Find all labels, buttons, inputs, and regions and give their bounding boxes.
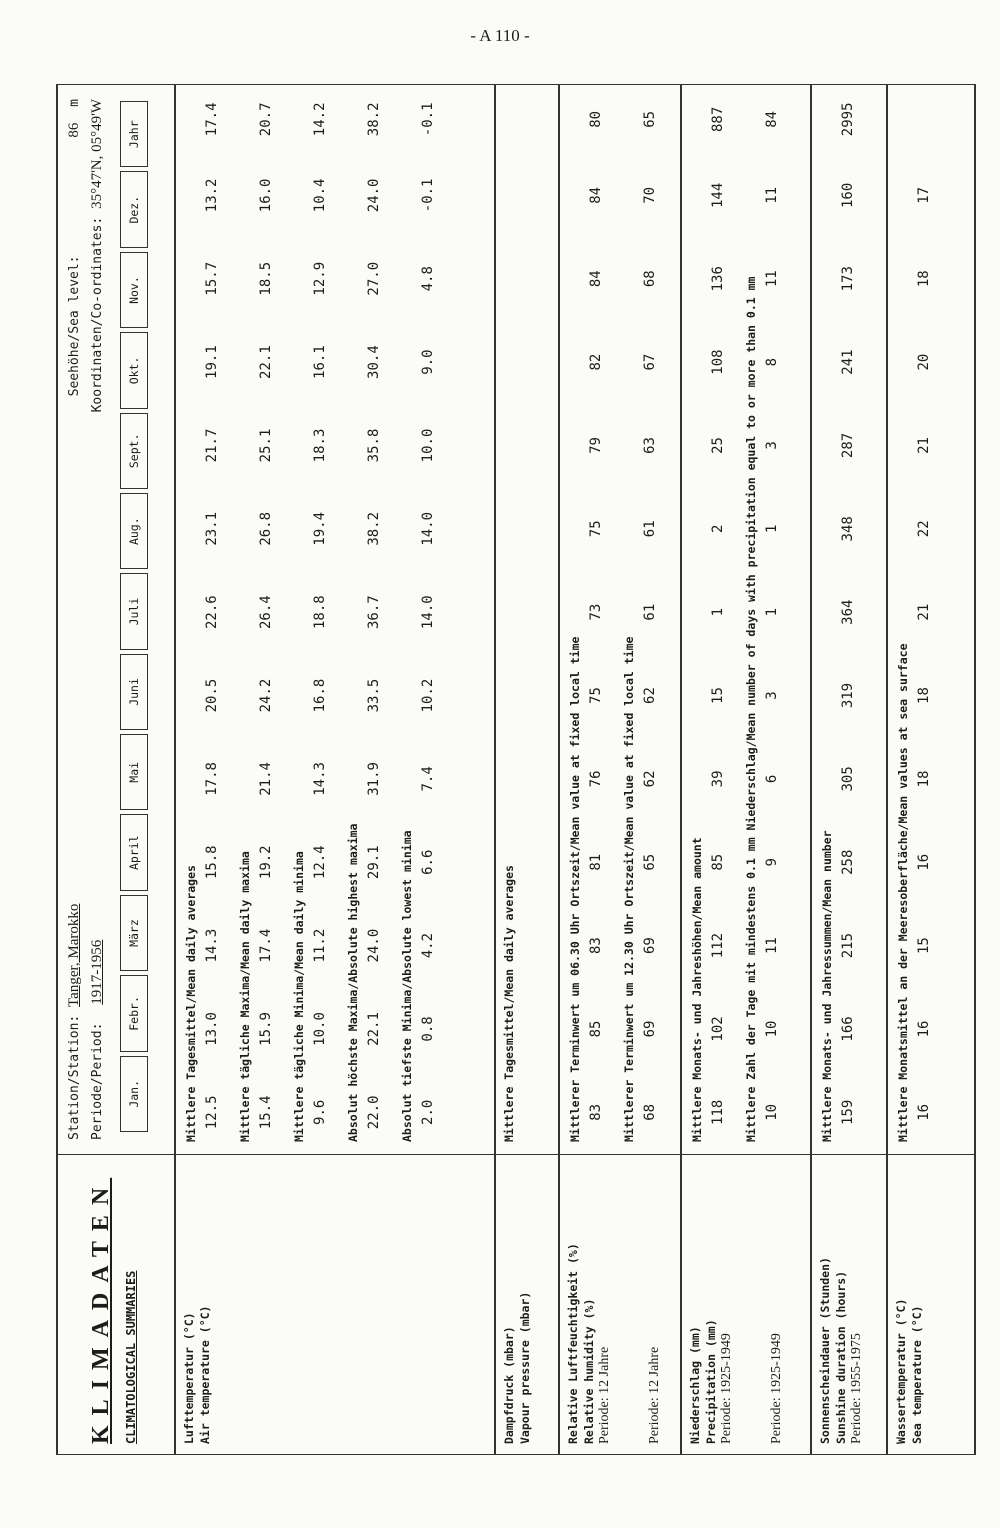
cell: 8: [764, 357, 780, 367]
row-caption: Mittlere Monats- und Jahressummen/Mean number: [820, 830, 834, 1142]
cell: 16.1: [312, 345, 328, 379]
cell: 10: [764, 1103, 780, 1121]
cell: 84: [764, 110, 780, 128]
cell: 11.2: [312, 928, 328, 963]
label-line: Dampfdruck (mbar): [502, 1326, 516, 1444]
cell: 166: [840, 1016, 856, 1042]
cell: 348: [840, 516, 856, 542]
page-title: KLIMADATEN: [88, 1177, 114, 1444]
cell: 27.0: [366, 261, 382, 296]
cell: 9.0: [420, 349, 436, 375]
cell: 35.8: [366, 428, 382, 463]
cell: 15: [916, 937, 932, 955]
cell: 73: [588, 603, 604, 621]
section-label-precipitation: [681, 1155, 811, 1455]
cell: 84: [588, 186, 604, 204]
col-header: März: [120, 895, 148, 971]
row-caption: Mittlere Zahl der Tage mit mindestens 0.1 mm Niederschlag/Mean number of days with precipitation equal to or more than 0.1 mm: [744, 276, 758, 1142]
label-line: Wassertemperatur (°C): [894, 1298, 908, 1444]
col-header: Jahr: [120, 101, 148, 168]
cell: 22: [916, 520, 932, 538]
label-line: Relative humidity (%): [582, 1298, 596, 1444]
cell: 3: [764, 691, 780, 700]
cell: 14.0: [420, 511, 436, 546]
section-values-sea-temperature: [887, 85, 975, 1155]
cell: 18.3: [312, 428, 328, 463]
col-header: Aug.: [120, 493, 148, 569]
cell: 62: [642, 687, 658, 704]
cell: 22.1: [366, 1012, 382, 1046]
cell: 305: [840, 766, 856, 792]
cell: 11: [764, 270, 780, 288]
row-caption: Mittlere Monats- und Jahreshöhen/Mean amount: [690, 837, 704, 1142]
col-header: Okt.: [120, 332, 148, 408]
cell: 241: [840, 349, 856, 375]
cell: 15.8: [204, 845, 220, 880]
cell: 10.0: [420, 428, 436, 463]
col-header: Mai: [120, 734, 148, 810]
cell: 10.2: [420, 678, 436, 713]
value-row: [910, 85, 938, 1154]
cell: 69: [642, 937, 658, 955]
data-row: [736, 85, 790, 1154]
cell: 21: [916, 603, 932, 621]
cell: 20: [916, 353, 932, 371]
cell: 2995: [840, 102, 856, 137]
climate-table: [56, 84, 976, 1455]
cell: 61: [642, 603, 658, 621]
cell: -0.1: [420, 102, 436, 137]
cell: 25.1: [258, 428, 274, 463]
data-row: [392, 85, 446, 1154]
col-header: Febr.: [120, 975, 148, 1051]
cell: 19.4: [312, 511, 328, 546]
cell: 160: [840, 182, 856, 209]
coords-value: 35°47'N, 05°49'W: [89, 99, 105, 209]
data-row: [888, 85, 942, 1154]
label-line: Relative Luftfeuchtigkeit (%): [566, 1243, 580, 1444]
period-line: [89, 99, 106, 1140]
cell: 144: [710, 182, 726, 209]
value-row: [252, 85, 280, 1154]
value-row: [306, 85, 334, 1154]
col-header: Sept.: [120, 413, 148, 489]
cell: 22.0: [366, 1095, 382, 1130]
cell: 84: [588, 270, 604, 288]
cell: 14.0: [420, 595, 436, 630]
cell: -0.1: [420, 178, 436, 213]
cell: 6: [764, 774, 780, 784]
value-row: [360, 85, 388, 1154]
cell: 63: [642, 437, 658, 454]
cell: 19.1: [204, 345, 220, 379]
data-row: [284, 85, 338, 1154]
cell: 16: [916, 853, 932, 871]
label-line: Sunshine duration (hours): [834, 1270, 848, 1444]
cell: 136: [710, 266, 726, 292]
cell: 9: [764, 858, 780, 867]
cell: 17: [916, 186, 932, 204]
cell: 21.7: [204, 428, 220, 463]
label-line: Sea temperature (°C): [910, 1305, 924, 1444]
cell: 4.8: [420, 266, 436, 292]
data-row: [230, 85, 284, 1154]
cell: 85: [710, 853, 726, 871]
row-caption: Mittlerer Terminwert um 06.30 Uhr Ortszeit/Mean value at fixed local time: [568, 636, 582, 1142]
label-line: Vapour pressure (mbar): [518, 1291, 532, 1444]
data-row: [176, 85, 230, 1154]
row-caption: Mittlere Tagesmittel/Mean daily averages: [502, 865, 516, 1142]
cell: 18: [916, 270, 932, 288]
period-text: Periode: 12 Jahre: [597, 1346, 612, 1444]
cell: 31.9: [366, 762, 382, 796]
cell: 68: [642, 1103, 658, 1121]
period-text: Periode: 12 Jahre: [647, 1346, 662, 1444]
cell: 11: [764, 937, 780, 955]
cell: 12.5: [204, 1095, 220, 1130]
cell: 18: [916, 770, 932, 788]
value-row: [704, 85, 732, 1154]
cell: 887: [710, 106, 726, 133]
cell: 65: [642, 110, 658, 128]
cell: 75: [588, 687, 604, 704]
label-line: Precipitation (mm): [704, 1319, 718, 1444]
cell: 81: [588, 853, 604, 871]
cell: 258: [840, 849, 856, 875]
cell: 10: [764, 1020, 780, 1038]
cell: 1: [764, 607, 780, 617]
cell: 173: [840, 266, 856, 292]
column-headers: [120, 99, 148, 1140]
cell: 30.4: [366, 345, 382, 379]
cell: 38.2: [366, 511, 382, 546]
cell: 18.5: [258, 261, 274, 296]
row-caption: Mittlerer Terminwert um 12.30 Uhr Ortszeit/Mean value at fixed local time: [622, 636, 636, 1142]
cell: 7.4: [420, 766, 436, 792]
row-caption: Mittlere Tagesmittel/Mean daily averages: [184, 865, 198, 1142]
data-row: [614, 85, 668, 1154]
cell: 17.4: [204, 102, 220, 137]
cell: 18: [916, 687, 932, 704]
value-row: [834, 85, 862, 1154]
period-label: Periode/Period:: [90, 1022, 105, 1140]
cell: 24.0: [366, 178, 382, 213]
cell: 20.5: [204, 678, 220, 713]
value-row: [414, 85, 442, 1154]
cell: 75: [588, 520, 604, 538]
cell: 6.6: [420, 849, 436, 875]
cell: 9.6: [312, 1099, 328, 1125]
label-line: Sonnenscheindauer (Stunden): [818, 1257, 832, 1444]
cell: 10.4: [312, 178, 328, 213]
data-row: [560, 85, 614, 1154]
cell: 15.4: [258, 1095, 274, 1130]
cell: 16.0: [258, 178, 274, 213]
cell: 10.0: [312, 1012, 328, 1046]
cell: 215: [840, 932, 856, 959]
section-label-relative-humidity: [559, 1155, 681, 1455]
station-label: Station/Station:: [67, 1014, 82, 1140]
cell: 102: [710, 1016, 726, 1042]
coords-label: Koordinaten/Co-ordinates:: [90, 216, 105, 413]
period-text: Periode: 1955-1975: [849, 1333, 864, 1444]
row-caption: Mittlere Monatsmittel an der Meeresoberfläche/Mean values at sea surface: [896, 643, 910, 1142]
cell: 82: [588, 353, 604, 371]
cell: 319: [840, 682, 856, 709]
section-values-sunshine: [811, 85, 887, 1155]
cell: 38.2: [366, 102, 382, 137]
section-values-air-temperature: [175, 85, 495, 1155]
section-label-air-temperature: [175, 1155, 495, 1455]
label-line: Niederschlag (mm): [688, 1326, 702, 1444]
elevation-label: Seehöhe/Sea level:: [67, 255, 82, 397]
cell: 4.2: [420, 932, 436, 959]
row-caption: Absolut tiefste Minima/Absolute lowest minima: [400, 830, 414, 1142]
cell: 83: [588, 937, 604, 955]
cell: 0.8: [420, 1016, 436, 1042]
cell: 2: [710, 524, 726, 534]
cell: 70: [642, 186, 658, 204]
cell: 15.7: [204, 261, 220, 296]
cell: 15.9: [258, 1012, 274, 1046]
col-header: Nov.: [120, 252, 148, 328]
cell: 1: [710, 607, 726, 617]
elevation-value: 86: [66, 122, 82, 138]
cell: 20.7: [258, 102, 274, 137]
cell: 23.1: [204, 511, 220, 546]
section-values-relative-humidity: [559, 85, 681, 1155]
cell: 15: [710, 687, 726, 704]
col-header: Jan.: [120, 1056, 148, 1132]
cell: 79: [588, 437, 604, 454]
cell: 62: [642, 770, 658, 788]
cell: 26.8: [258, 511, 274, 546]
climate-table-rotated: [56, 85, 974, 1455]
label-line: Air temperature (°C): [198, 1305, 212, 1444]
row-caption: Mittlere tägliche Minima/Mean daily minima: [292, 851, 306, 1142]
cell: 65: [642, 853, 658, 871]
cell: 22.1: [258, 345, 274, 379]
cell: 12.4: [312, 845, 328, 880]
cell: 61: [642, 520, 658, 538]
row-caption: Mittlere tägliche Maxima/Mean daily maxima: [238, 851, 252, 1142]
cell: 2.0: [420, 1099, 436, 1125]
label-line: Lufttemperatur (°C): [182, 1312, 196, 1444]
cell: 16: [916, 1103, 932, 1121]
cell: 1: [764, 524, 780, 534]
cell: 18.8: [312, 595, 328, 630]
cell: 24.2: [258, 678, 274, 713]
section-label-vapour-pressure: [495, 1155, 559, 1455]
cell: 287: [840, 432, 856, 459]
cell: 76: [588, 770, 604, 788]
cell: 118: [710, 1099, 726, 1125]
cell: 17.4: [258, 928, 274, 963]
value-row: [636, 85, 664, 1154]
elevation-unit: m: [67, 99, 82, 107]
station-line: [66, 99, 83, 1140]
cell: 22.6: [204, 595, 220, 630]
cell: 14.3: [204, 928, 220, 963]
value-row: [198, 85, 226, 1154]
cell: 85: [588, 1020, 604, 1038]
period-text: Periode: 1925-1949: [769, 1333, 784, 1444]
page-number: - A 110 -: [470, 26, 530, 45]
cell: 14.2: [312, 102, 328, 137]
cell: 25: [710, 437, 726, 454]
cell: 12.9: [312, 261, 328, 296]
station-value: Tanger, Marokko: [66, 903, 82, 1007]
cell: 29.1: [366, 845, 382, 880]
cell: 364: [840, 599, 856, 625]
col-header: Juli: [120, 573, 148, 649]
period-text: Periode: 1925-1949: [719, 1333, 734, 1444]
cell: 36.7: [366, 595, 382, 630]
cell: 159: [840, 1099, 856, 1125]
cell: 13.0: [204, 1012, 220, 1046]
value-row: [582, 85, 610, 1154]
cell: 69: [642, 1020, 658, 1038]
period-value: 1917-1956: [89, 939, 105, 1005]
section-values-precipitation: [681, 85, 811, 1155]
cell: 21.4: [258, 762, 274, 796]
col-header: April: [120, 815, 148, 891]
cell: 13.2: [204, 178, 220, 213]
section-label-sunshine: [811, 1155, 887, 1455]
data-row: [338, 85, 392, 1154]
cell: 3: [764, 441, 780, 450]
cell: 16: [916, 1020, 932, 1038]
col-header: Juni: [120, 654, 148, 730]
cell: 19.2: [258, 845, 274, 880]
page-subtitle: CLIMATOLOGICAL SUMMARIES: [124, 1270, 138, 1444]
cell: 24.0: [366, 928, 382, 963]
cell: 21: [916, 437, 932, 454]
cell: 67: [642, 353, 658, 371]
cell: 11: [764, 186, 780, 204]
data-row: [812, 85, 866, 1154]
section-label-sea-temperature: [887, 1155, 975, 1455]
cell: 17.8: [204, 762, 220, 796]
cell: 68: [642, 270, 658, 288]
cell: 33.5: [366, 678, 382, 713]
header-title-cell: [57, 1155, 175, 1455]
row-caption: Absolut höchste Maxima/Absolute highest maxima: [346, 823, 360, 1142]
value-row: [758, 85, 786, 1154]
cell: 83: [588, 1103, 604, 1121]
header-station-cell: [57, 85, 175, 1155]
cell: 108: [710, 349, 726, 375]
section-values-vapour-pressure: [495, 85, 559, 1155]
col-header: Dez.: [120, 172, 148, 248]
cell: 112: [710, 932, 726, 959]
cell: 26.4: [258, 595, 274, 630]
cell: 39: [710, 770, 726, 788]
cell: 16.8: [312, 678, 328, 713]
cell: 80: [588, 110, 604, 128]
data-row: [682, 85, 736, 1154]
cell: 14.3: [312, 762, 328, 796]
